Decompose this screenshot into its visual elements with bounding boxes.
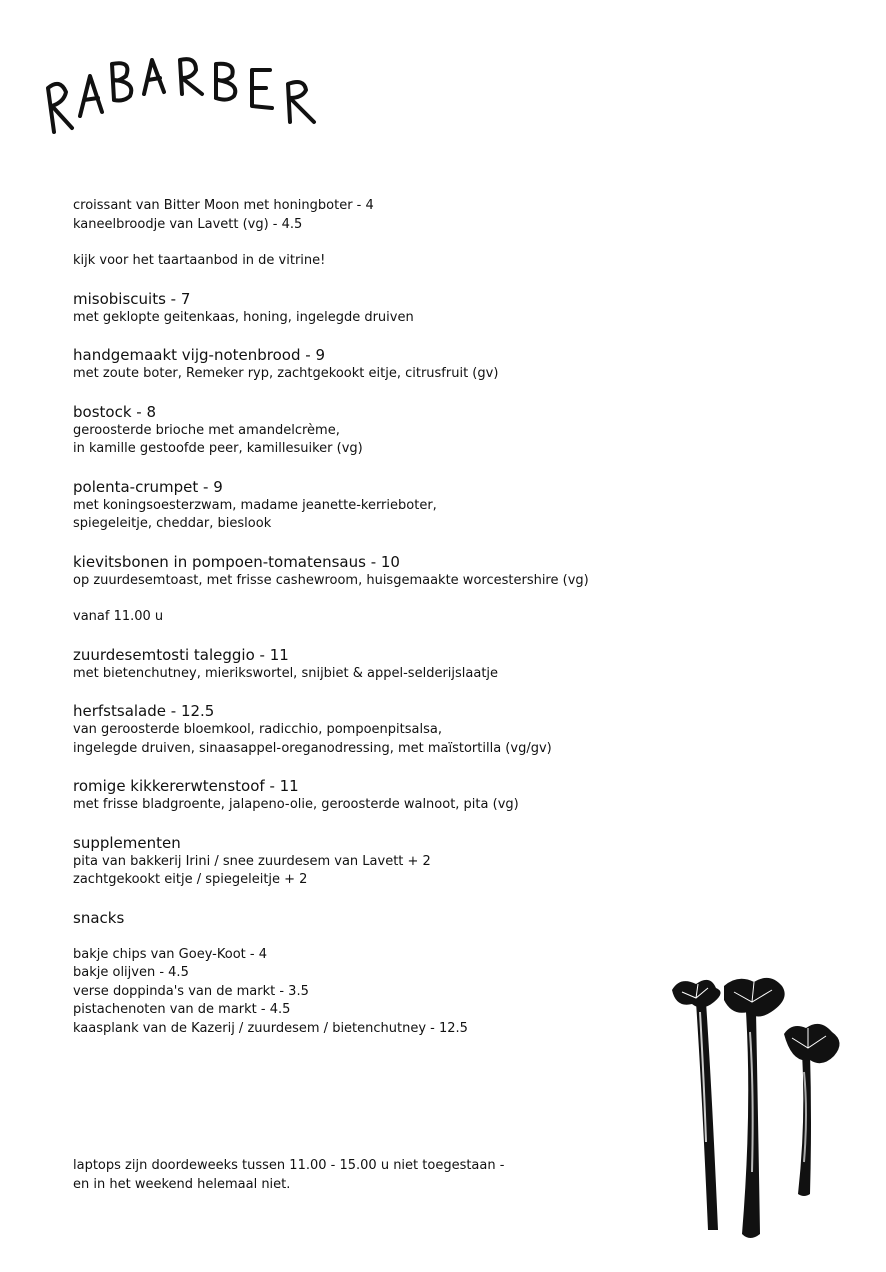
snack-item: verse doppinda's van de markt - 3.5 (73, 983, 309, 999)
menu-item-desc: geroosterde brioche met amandelcrème, (73, 422, 340, 438)
menu-item-title: kievitsbonen in pompoen-tomatensaus - 10 (73, 552, 400, 571)
menu-item-title: polenta-crumpet - 9 (73, 477, 223, 496)
menu-item (73, 776, 673, 815)
rhubarb-stalks-icon (662, 972, 862, 1252)
menu-item-desc: in kamille gestoofde peer, kamillesuiker (vg) (73, 441, 363, 456)
menu-item-desc: ingelegde druiven, sinaasappel-oreganodressing, met maïstortilla (vg/gv) (73, 740, 552, 756)
menu-item (73, 645, 673, 684)
menu-item-title: misobiscuits - 7 (73, 289, 191, 308)
menu-item (73, 402, 673, 459)
menu-item-title: zuurdesemtosti taleggio - 11 (73, 645, 289, 664)
menu-item-desc: van geroosterde bloemkool, radicchio, pompoenpitsalsa, (73, 722, 442, 737)
footer-line: en in het weekend helemaal niet. (73, 1176, 291, 1192)
snacks-title: snacks (73, 908, 125, 927)
menu-item-desc: met frisse bladgroente, jalapeno-olie, geroosterde walnoot, pita (vg) (73, 797, 519, 812)
menu-item (73, 345, 673, 384)
snack-item: kaasplank van de Kazerij / zuurdesem / bietenchutney - 12.5 (73, 1020, 468, 1036)
menu-item-title: bostock - 8 (73, 402, 156, 421)
menu-item-desc: met geklopte geitenkaas, honing, ingelegde druiven (73, 309, 414, 325)
cake-note: kijk voor het taartaanbod in de vitrine! (73, 253, 326, 268)
supplements (73, 833, 673, 890)
pastry-item: croissant van Bitter Moon met honingboter - 4 (73, 198, 374, 213)
menu-item (73, 552, 673, 591)
rhubarb-illustration (662, 972, 862, 1252)
menu-item-title: herfstsalade - 12.5 (73, 702, 215, 720)
rabarber-logo (40, 40, 330, 140)
menu-item (73, 701, 673, 758)
menu-item-title: handgemaakt vijg-notenbrood - 9 (73, 346, 325, 364)
rabarber-wordmark (40, 40, 330, 140)
snack-item: pistachenoten van de markt - 4.5 (73, 1002, 291, 1017)
menu-item-desc: met bietenchutney, mierikswortel, snijbiet & appel-selderijslaatje (73, 665, 499, 681)
footer-line: laptops zijn doordeweeks tussen 11.00 - 15.00 u niet toegestaan - (73, 1158, 505, 1173)
snacks-section (73, 908, 673, 1039)
laptop-policy-note (73, 1157, 504, 1194)
menu-item-desc: met zoute boter, Remeker ryp, zachtgekookt eitje, citrusfruit (gv) (73, 366, 499, 381)
pastry-item: kaneelbroodje van Lavett (vg) - 4.5 (73, 216, 303, 232)
menu-item-title: supplementen (73, 833, 181, 852)
menu-item-desc: pita van bakkerij Irini / snee zuurdesem van Lavett + 2 (73, 853, 431, 869)
menu-item-desc: zachtgekookt eitje / spiegeleitje + 2 (73, 872, 308, 887)
menu-item-title: romige kikkererwtenstoof - 11 (73, 777, 299, 795)
menu-item-desc: spiegeleitje, cheddar, bieslook (73, 516, 272, 531)
menu-item (73, 477, 673, 534)
lunch-start-time: vanaf 11.00 u (73, 609, 164, 624)
menu-item-desc: met koningsoesterzwam, madame jeanette-kerrieboter, (73, 497, 437, 513)
snack-item: bakje chips van Goey-Koot - 4 (73, 946, 267, 962)
menu-content (73, 197, 673, 1038)
menu-item (73, 289, 673, 328)
snack-item: bakje olijven - 4.5 (73, 965, 189, 980)
menu-item-desc: op zuurdesemtoast, met frisse cashewroom, huisgemaakte worcestershire (vg) (73, 572, 589, 588)
